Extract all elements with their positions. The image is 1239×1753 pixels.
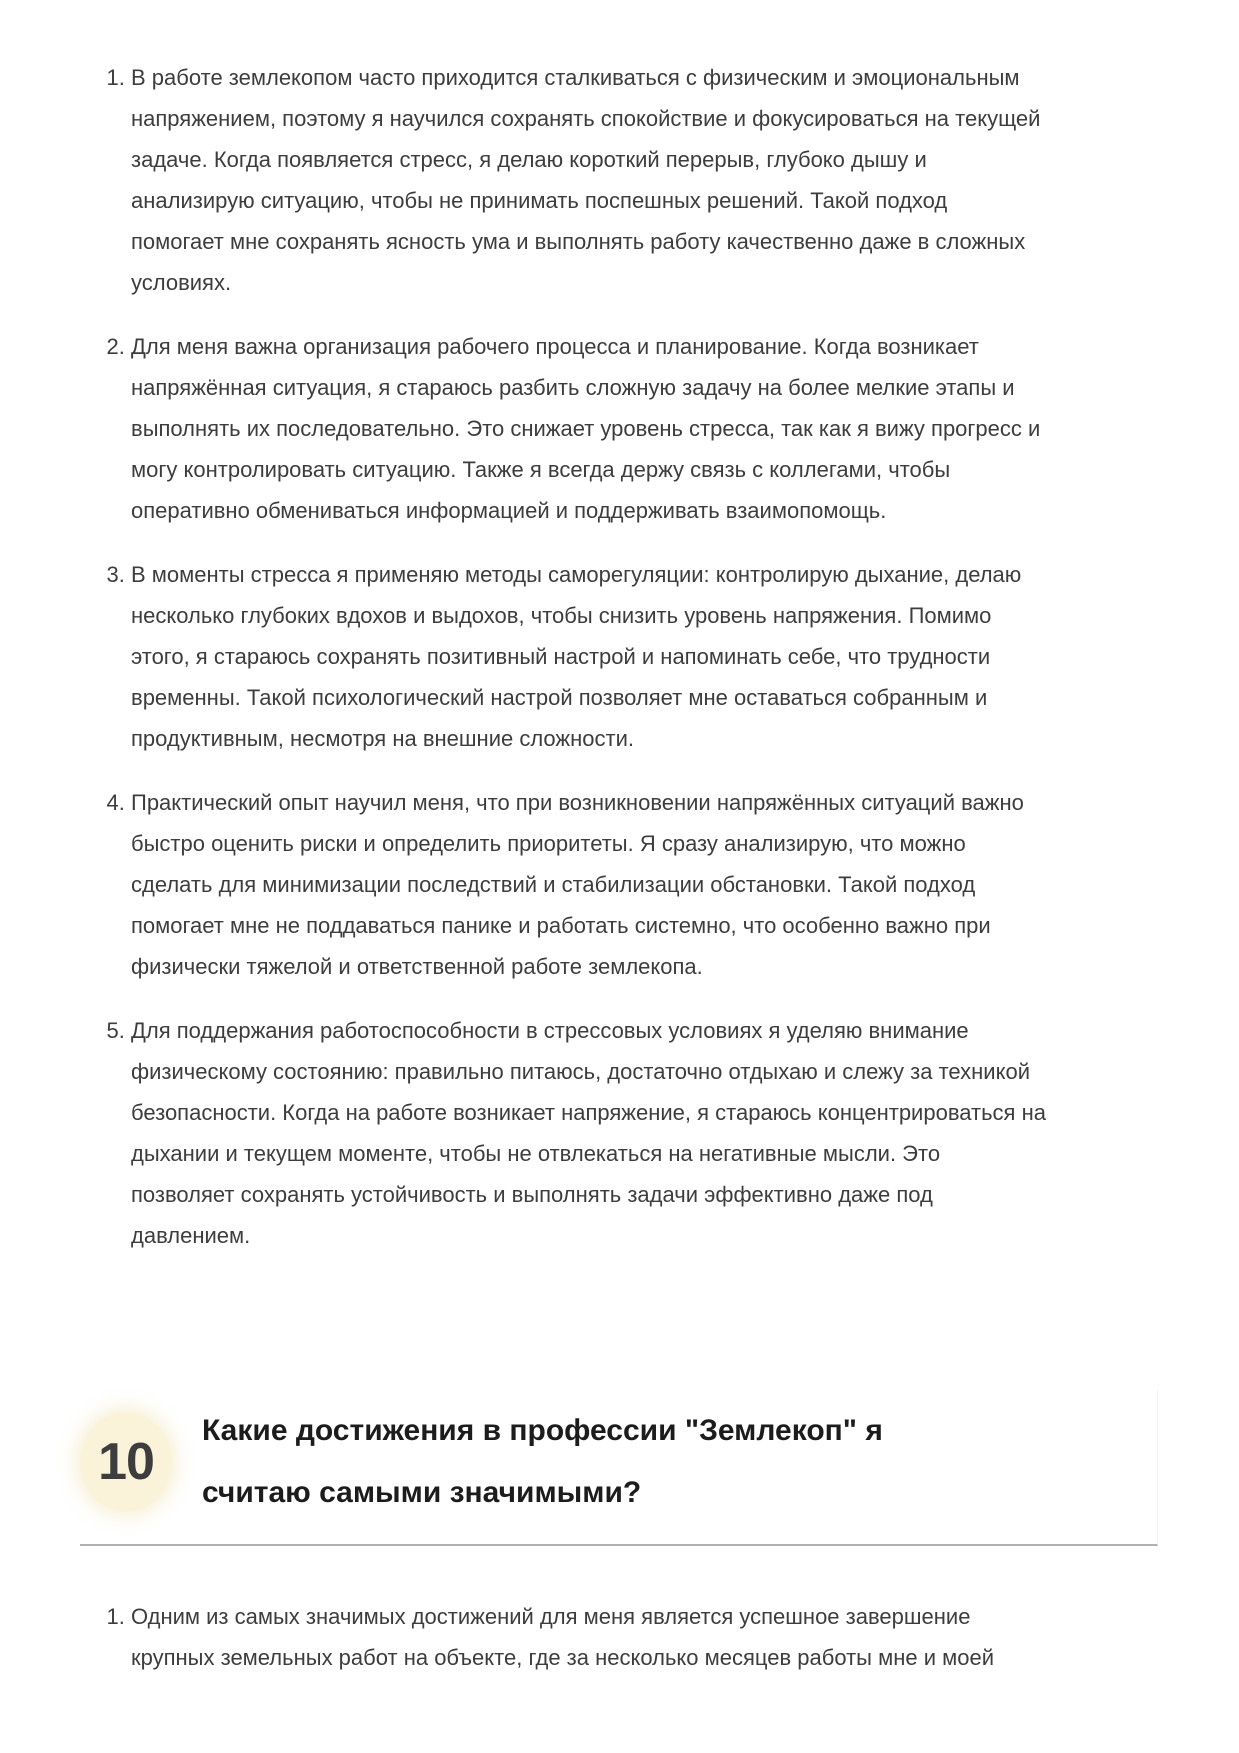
question-number-badge: 10 xyxy=(80,1412,172,1512)
answer-item-5: 5. Для поддержания работоспособности в стрессовых условиях я уделяю внимание физическому состоянию: правильно питаюсь, достаточно отдыхаю и слежу за техникой безопасности. Когда на работе возникает напряжение, я стараюсь концентрироваться на дыхании и текущем моменте, чтобы не отвлекаться на негативные мысли. Это позволяет сохранять устойчивость и выполнять задачи эффективно даже под давлением. xyxy=(131,1010,1046,1256)
answer-item-1: 1. Одним из самых значимых достижений для меня является успешное завершение крупных земельных работ на объекте, где за несколько месяцев работы мне и моей xyxy=(131,1596,1046,1678)
answers-list-question-9 xyxy=(76,57,1046,1256)
answer-item-2: 2. Для меня важна организация рабочего процесса и планирование. Когда возникает напряжённая ситуация, я стараюсь разбить сложную задачу на более мелкие этапы и выполнять их последовательно. Это снижает уровень стресса, так как я вижу прогресс и могу контролировать ситуацию. Также я всегда держу связь с коллегами, чтобы оперативно обмениваться информацией и поддерживать взаимопомощь. xyxy=(131,326,1046,531)
answer-item-1: 1. В работе землекопом часто приходится сталкиваться с физическим и эмоциональным напряжением, поэтому я научился сохранять спокойствие и фокусироваться на текущей задаче. Когда появляется стресс, я делаю короткий перерыв, глубоко дышу и анализирую ситуацию, чтобы не принимать поспешных решений. Такой подход помогает мне сохранять ясность ума и выполнять работу качественно даже в сложных условиях. xyxy=(131,57,1046,303)
answer-item-4: 4. Практический опыт научил меня, что при возникновении напряжённых ситуаций важно быстро оценить риски и определить приоритеты. Я сразу анализирую, что можно сделать для минимизации последствий и стабилизации обстановки. Такой подход помогает мне не поддаваться панике и работать системно, что особенно важно при физически тяжелой и ответственной работе землекопа. xyxy=(131,782,1046,987)
answer-item-3: 3. В моменты стресса я применяю методы саморегуляции: контролирую дыхание, делаю несколько глубоких вдохов и выдохов, чтобы снизить уровень напряжения. Помимо этого, я стараюсь сохранять позитивный настрой и напоминать себе, что трудности временны. Такой психологический настрой позволяет мне оставаться собранным и продуктивным, несмотря на внешние сложности. xyxy=(131,554,1046,759)
answers-list-question-10 xyxy=(76,1596,1046,1678)
question-title: Какие достижения в профессии "Землекоп" я считаю самыми значимыми? xyxy=(202,1414,883,1509)
question-10-header xyxy=(80,1390,1158,1546)
